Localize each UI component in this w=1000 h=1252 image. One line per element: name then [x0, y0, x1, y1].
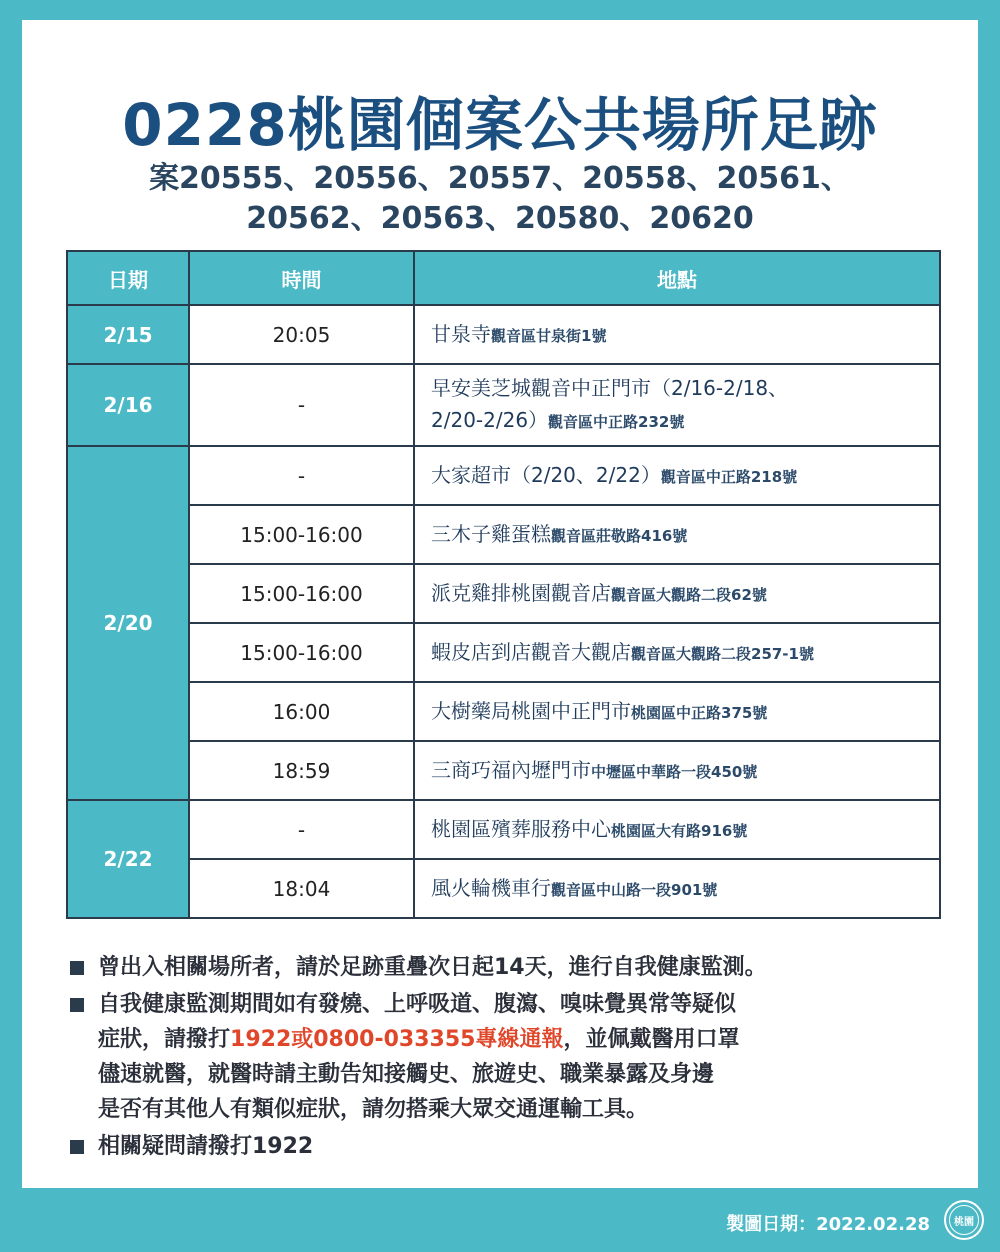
table-row	[67, 305, 940, 364]
header-time: 時間	[189, 251, 414, 305]
note-line: 是否有其他人有類似症狀，請勿搭乘大眾交通運輸工具。	[98, 1097, 649, 1122]
place-address: 中壢區中華路一段450號	[591, 762, 758, 781]
page-title: 0228桃園個案公共場所足跡	[122, 91, 878, 159]
note-text: 相關疑問請撥打1922	[98, 1134, 314, 1159]
note-text-block	[98, 987, 739, 1127]
case-list-line-2: 20562、20563、20580、20620	[246, 201, 754, 236]
note-line	[98, 1022, 739, 1057]
note-item	[70, 950, 970, 985]
place-cell	[414, 682, 940, 741]
table-row	[67, 505, 940, 564]
seal-text: 桃園	[949, 1205, 979, 1235]
place-name-line-1: 早安美芝城觀音中正門市（2/16-2/18、	[431, 376, 789, 400]
place-address: 觀音區中正路218號	[660, 467, 798, 486]
place-name: 三商巧福內壢門市	[431, 757, 591, 782]
hotline-highlight: 1922或0800-033355專線通報	[230, 1027, 564, 1052]
table-row	[67, 564, 940, 623]
place-name: 大家超市（2/20、2/22）	[431, 462, 661, 487]
date-cell: 2/16	[67, 364, 189, 446]
time-cell: 20:05	[189, 305, 414, 364]
place-address: 觀音區大觀路二段257-1號	[631, 644, 814, 663]
note-text: 症狀，請撥打	[98, 1027, 231, 1052]
time-cell: 15:00-16:00	[189, 564, 414, 623]
table-row	[67, 446, 940, 505]
header-date: 日期	[67, 251, 189, 305]
square-bullet-icon	[70, 1140, 84, 1154]
note-text: ，並佩戴醫用口罩	[563, 1027, 740, 1052]
table-row	[67, 682, 940, 741]
time-cell: 18:04	[189, 859, 414, 918]
time-cell: -	[189, 800, 414, 859]
production-date: 製圖日期：2022.02.28	[726, 1214, 930, 1235]
table-row	[67, 741, 940, 800]
time-cell: -	[189, 364, 414, 446]
place-cell	[414, 623, 940, 682]
square-bullet-icon	[70, 998, 84, 1012]
note-text: 曾出入相關場所者，請於足跡重疊次日起14天，進行自我健康監測。	[98, 955, 767, 980]
time-cell: 18:59	[189, 741, 414, 800]
place-address: 觀音區中山路一段901號	[551, 880, 718, 899]
place-cell	[414, 859, 940, 918]
time-cell: 15:00-16:00	[189, 623, 414, 682]
date-cell: 2/20	[67, 446, 189, 800]
time-cell: -	[189, 446, 414, 505]
place-name: 蝦皮店到店觀音大觀店	[431, 639, 631, 664]
date-cell: 2/22	[67, 800, 189, 918]
place-name-line-2: 2/20-2/26）	[431, 408, 549, 432]
place-address: 觀音區甘泉街1號	[491, 326, 607, 345]
header-place: 地點	[414, 251, 940, 305]
footprint-table	[66, 250, 941, 919]
place-address: 觀音區大觀路二段62號	[611, 585, 767, 604]
place-address: 桃園區大有路916號	[611, 821, 748, 840]
table-row	[67, 364, 940, 446]
city-seal-icon	[944, 1200, 984, 1240]
time-cell: 15:00-16:00	[189, 505, 414, 564]
note-line: 儘速就醫，就醫時請主動告知接觸史、旅遊史、職業暴露及身邊	[98, 1062, 715, 1087]
table-row	[67, 800, 940, 859]
place-name: 三木子雞蛋糕	[431, 521, 551, 546]
place-name: 甘泉寺	[431, 321, 491, 346]
place-address: 觀音區中正路232號	[548, 413, 685, 431]
place-name: 大樹藥局桃園中正門市	[431, 698, 631, 723]
time-cell: 16:00	[189, 682, 414, 741]
note-item	[70, 987, 970, 1127]
place-address: 桃園區中正路375號	[631, 703, 768, 722]
place-cell	[414, 564, 940, 623]
place-name: 桃園區殯葬服務中心	[431, 816, 611, 841]
place-name: 風火輪機車行	[431, 875, 551, 900]
case-list-line-1: 案20555、20556、20557、20558、20561、	[149, 161, 851, 196]
place-cell	[414, 446, 940, 505]
note-line: 自我健康監測期間如有發燒、上呼吸道、腹瀉、嗅味覺異常等疑似	[98, 992, 737, 1017]
place-name: 派克雞排桃園觀音店	[431, 580, 611, 605]
table-row	[67, 859, 940, 918]
note-item	[70, 1129, 970, 1164]
date-cell: 2/15	[67, 305, 189, 364]
place-cell	[414, 741, 940, 800]
square-bullet-icon	[70, 961, 84, 975]
place-address: 觀音區莊敬路416號	[551, 526, 688, 545]
place-cell	[414, 505, 940, 564]
place-cell	[414, 305, 940, 364]
poster-card	[22, 20, 978, 1188]
place-cell	[414, 800, 940, 859]
place-cell	[414, 364, 940, 446]
table-row	[67, 623, 940, 682]
notes-section	[70, 950, 970, 1166]
